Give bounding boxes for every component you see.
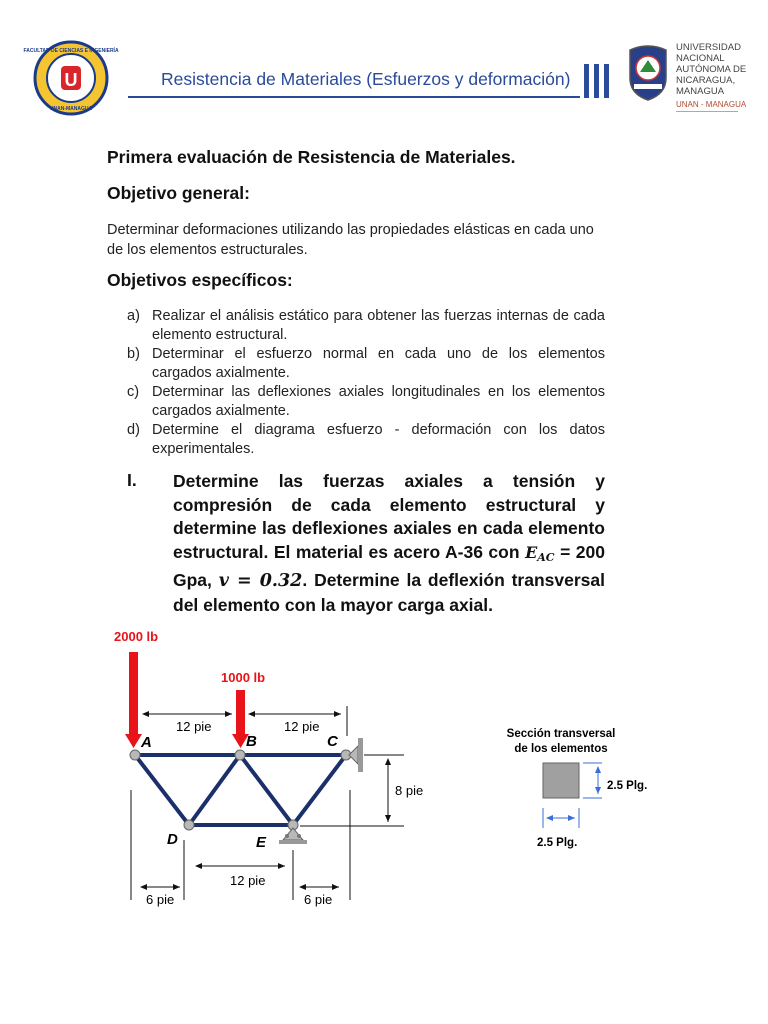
member-DB (189, 755, 240, 825)
section-title-line-2: de los elementos (514, 743, 608, 755)
load-A-label: 2000 lb (114, 629, 159, 644)
member-EC (293, 755, 346, 825)
specific-objectives-list (127, 307, 605, 459)
university-line: MANAGUA (676, 86, 725, 97)
course-banner (128, 66, 580, 98)
load-arrow-A (125, 652, 142, 748)
page-header (0, 0, 768, 120)
dim-left-label: 6 pie (146, 892, 175, 907)
faculty-logo (23, 40, 119, 116)
objective-item (127, 345, 605, 383)
node-label-A: A (141, 734, 152, 751)
objective-marker: b) (127, 346, 140, 362)
roller-support-E (279, 828, 307, 844)
university-name (676, 42, 746, 110)
truss-figure (0, 610, 768, 930)
poisson-ratio: v = 0.32 (218, 571, 303, 591)
modulus-letter: E (525, 542, 538, 562)
section-height-label: 2.5 Plg. (607, 780, 648, 792)
objective-marker: d) (127, 422, 140, 438)
pin-support-C (349, 738, 363, 772)
objective-text: Determinar el esfuerzo normal en cada uno de los elementos cargados axialmente. (152, 346, 605, 381)
general-objective-text: Determinar deformaciones utilizando las propiedades elásticas en cada uno de los elementos estructurales. (107, 222, 594, 258)
specific-objectives-heading: Objetivos específicos: (107, 270, 293, 290)
problem-text-part: . Determine la deflexión transversal del elemento con la mayor carga axial. (173, 570, 605, 615)
banner-bar (584, 64, 589, 98)
problem-number: I. (127, 470, 137, 490)
university-line: NICARAGUA, (676, 75, 736, 86)
banner-bar (594, 64, 599, 98)
problem-text (173, 470, 605, 617)
banner-bar (604, 64, 609, 98)
cross-section-square (543, 763, 579, 798)
university-seal (624, 42, 672, 102)
university-line: AUTÓNOMA DE (676, 64, 747, 75)
faculty-logo-bottom-text: UNAN-MANAGUA (49, 106, 93, 112)
member-AD (135, 755, 189, 825)
elastic-modulus-symbol (525, 543, 555, 562)
objective-text: Determinar las deflexiones axiales longitudinales en los elementos cargados axialmente. (152, 384, 605, 419)
section-title-line-1: Sección transversal (506, 728, 616, 740)
dim-height-label: 8 pie (395, 783, 424, 798)
dim-AB-label: 12 pie (176, 719, 212, 734)
node-D (184, 820, 194, 830)
problem-text-part: = 200 Gpa, (173, 541, 605, 590)
objective-marker: c) (127, 384, 140, 400)
node-label-C: C (327, 733, 338, 750)
objective-item (127, 307, 605, 345)
banner-bars (580, 64, 610, 98)
node-label-E: E (256, 834, 267, 851)
document-title: Primera evaluación de Resistencia de Materiales. (107, 147, 516, 167)
objective-item (127, 421, 605, 459)
dim-right-label: 6 pie (304, 892, 333, 907)
svg-text:U: U (64, 70, 78, 90)
university-subtitle: UNAN - MANAGUA (676, 100, 747, 109)
load-B-label: 1000 lb (221, 670, 266, 685)
faculty-logo-text: FACULTAD DE CIENCIAS E INGENIERÍA (23, 48, 119, 54)
node-A (130, 750, 140, 760)
university-line: NACIONAL (676, 53, 725, 64)
section-width-label: 2.5 Plg. (537, 837, 578, 849)
node-label-D: D (167, 831, 178, 848)
node-label-B: B (246, 733, 257, 750)
header-divider (676, 111, 738, 112)
objective-text: Realizar el análisis estático para obtener las fuerzas internas de cada elemento estructural. (152, 308, 605, 343)
objective-marker: a) (127, 308, 140, 324)
truss-members (135, 755, 346, 825)
objective-item (127, 383, 605, 421)
objective-text: Determine el diagrama esfuerzo - deformación con los datos experimentales. (152, 422, 605, 457)
dim-BC-label: 12 pie (284, 719, 320, 734)
problem-text-part: Determine las fuerzas axiales a tensión y compresión de cada elemento estructural y determine las deflexiones axiales en cada elemento estructural. El material es acero A-36 con (173, 471, 605, 562)
modulus-subscript: AC (537, 550, 555, 564)
university-line: UNIVERSIDAD (676, 42, 741, 53)
general-objective-heading: Objetivo general: (107, 183, 250, 203)
member-BE (240, 755, 293, 825)
node-B (235, 750, 245, 760)
dim-DE-label: 12 pie (230, 873, 266, 888)
course-title: Resistencia de Materiales (Esfuerzos y deformación) (161, 69, 571, 89)
